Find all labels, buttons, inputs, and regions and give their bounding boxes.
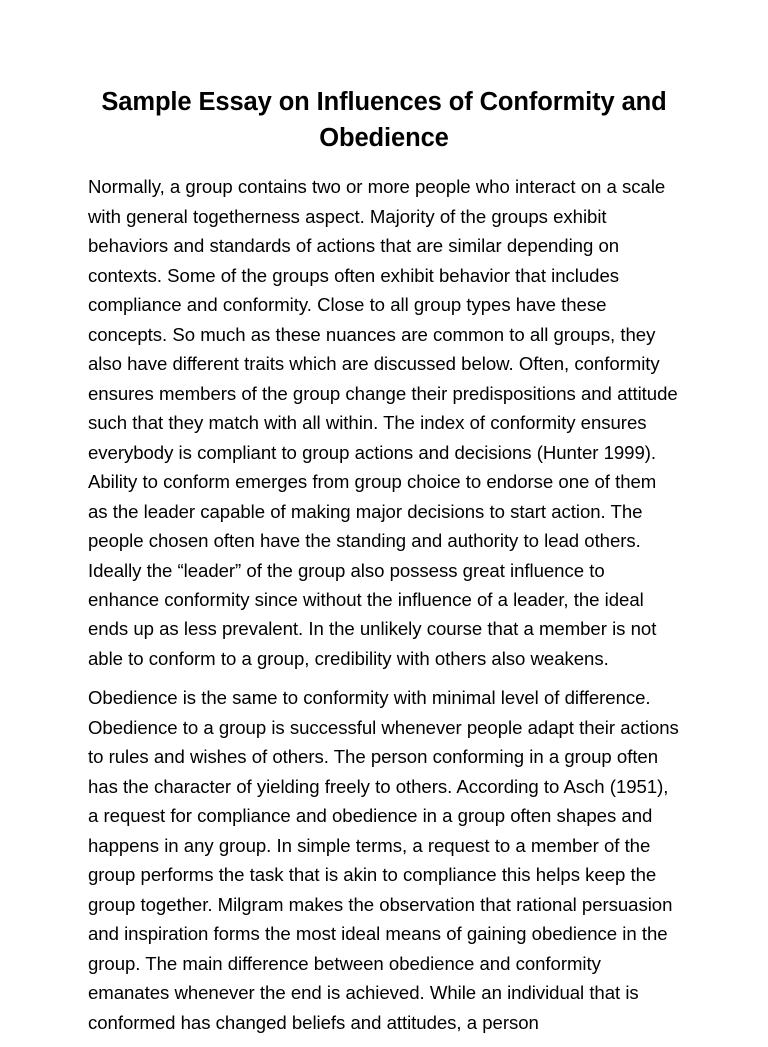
- paragraph-1: Normally, a group contains two or more people who interact on a scale with general togetherness aspect. Majority of the groups exhibit behaviors and standards of actions that are similar depending on contexts. Some of the groups often exhibit behavior that includes compliance and conformity. Close to all group types have these concepts. So much as these nuances are common to all groups, they also have different traits which are discussed below. Often, conformity ensures members of the group change their predispositions and attitude such that they match with all within. The index of conformity ensures everybody is compliant to group actions and decisions (Hunter 1999). Ability to conform emerges from group choice to endorse one of them as the leader capable of making major decisions to start action. The people chosen often have the standing and authority to lead others. Ideally the “leader” of the group also possess great influence to enhance conformity since without the influence of a leader, the ideal ends up as less prevalent. In the unlikely course that a member is not able to conform to a group, credibility with others also weakens.: [88, 176, 678, 669]
- paragraph-2: Obedience is the same to conformity with minimal level of difference. Obedience to a group is successful whenever people adapt their actions to rules and wishes of others. The person conforming in a group often has the character of yielding freely to others. According to Asch (1951), a request for compliance and obedience in a group often shapes and happens in any group. In simple terms, a request to a member of the group performs the task that is akin to compliance this helps keep the group together. Milgram makes the observation that rational persuasion and inspiration forms the most ideal means of gaining obedience in the group. The main difference between obedience and conformity emanates whenever the end is achieved. While an individual that is conformed has changed beliefs and attitudes, a person: [88, 687, 679, 1033]
- page-title: Sample Essay on Influences of Conformity and Obedience: [101, 88, 667, 153]
- document-content: [88, 84, 680, 1047]
